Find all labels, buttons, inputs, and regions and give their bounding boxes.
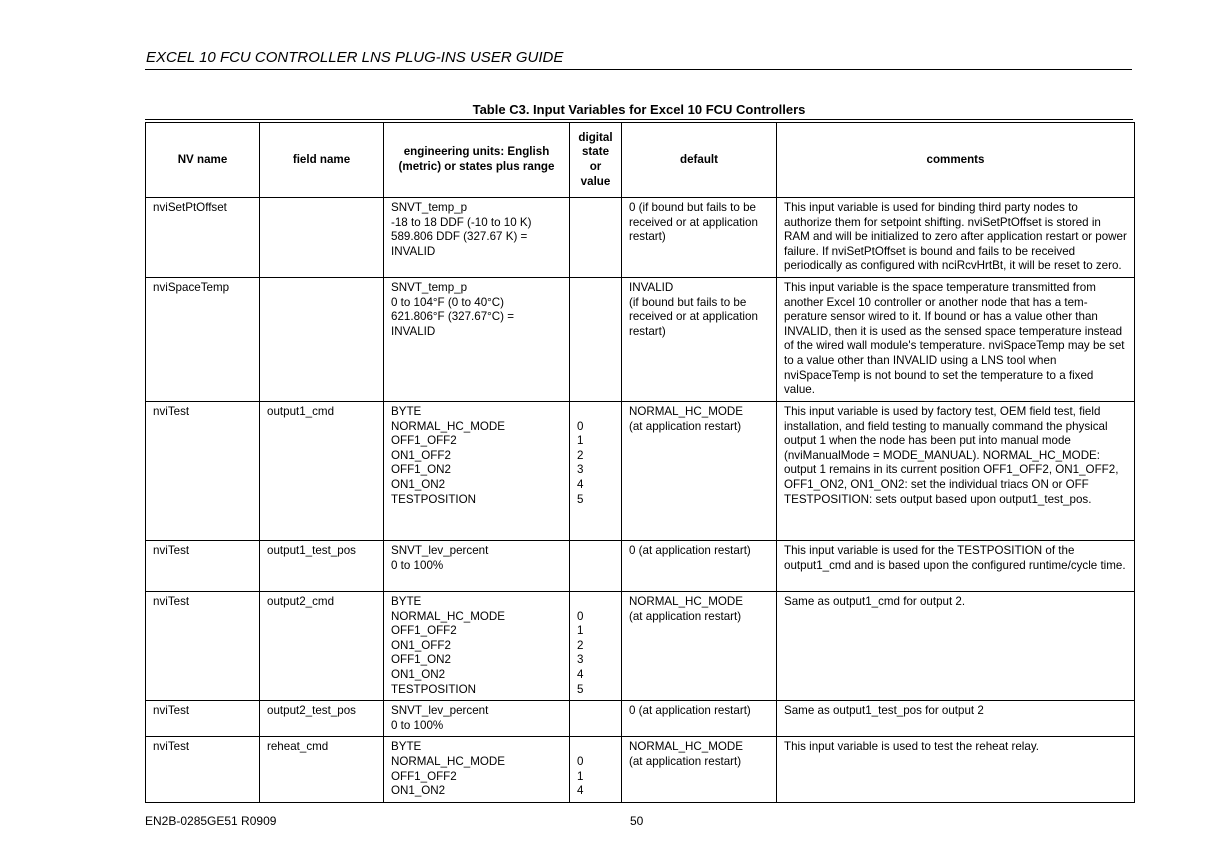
comments-cell: Same as output1_test_pos for output 2: [777, 701, 1135, 737]
table-row: [146, 402, 1135, 541]
engineering-units-cell-line: NORMAL_HC_MODE: [391, 609, 506, 623]
engineering-units-cell: [384, 737, 570, 803]
field-name-cell: [260, 278, 384, 402]
digital-state-cell-line: 4: [577, 477, 584, 491]
engineering-units-cell: [384, 701, 570, 737]
engineering-units-cell-line: 589.806 DDF (327.67 K) =: [391, 230, 528, 244]
digital-state-cell-line: 3: [577, 463, 584, 477]
digital-state-cell-line: 4: [577, 784, 584, 798]
engineering-units-cell-line: NORMAL_HC_MODE: [391, 419, 506, 433]
field-name-cell: output2_cmd: [260, 592, 384, 701]
field-name-cell: output1_cmd: [260, 402, 384, 541]
engineering-units-cell-line: OFF1_OFF2: [391, 769, 457, 783]
nv-name-cell: nviTest: [146, 541, 260, 592]
comments-cell: This input variable is used for binding third party nodes to authorize them for setpoint shifting. nviSetPtOffset is stored in RAM and will be initialized to zero after application restart or power failure. If nviSetPtOffset is bound and fails to be received periodically as configured with nciRcvHrtBt, it will be reset to zero.: [777, 198, 1135, 278]
digital-state-cell-line: 5: [577, 492, 584, 506]
table-row: [146, 198, 1135, 278]
digital-state-cell-line: 3: [577, 653, 584, 667]
digital-state-cell: [570, 402, 622, 541]
column-header-field-name: field name: [260, 123, 384, 198]
default-cell-line: received or at application: [629, 310, 758, 324]
column-header-nv-name: NV name: [146, 123, 260, 198]
default-cell-line: (at application restart): [629, 609, 742, 623]
comments-cell: This input variable is used for the TESTPOSITION of the output1_cmd and is based upon the configured runtime/cycle time.: [777, 541, 1135, 592]
nv-name-cell: nviTest: [146, 737, 260, 803]
table-row: [146, 701, 1135, 737]
digital-state-cell-line: 2: [577, 448, 584, 462]
default-cell-line: restart): [629, 230, 666, 244]
engineering-units-cell-line: 0 to 100%: [391, 558, 444, 572]
field-name-cell: [260, 198, 384, 278]
digital-state-cell: [570, 592, 622, 701]
nv-name-cell: nviTest: [146, 592, 260, 701]
digital-state-cell-line: [577, 740, 614, 755]
engineering-units-cell-line: 0 to 104°F (0 to 40°C): [391, 295, 505, 309]
default-cell-line: (if bound but fails to be: [629, 295, 747, 309]
digital-state-cell-line: 2: [577, 638, 584, 652]
column-header-comments: comments: [777, 123, 1135, 198]
default-cell-line: 0 (at application restart): [629, 544, 751, 557]
default-cell-line: 0 (at application restart): [629, 704, 751, 718]
table-top-rule: [145, 119, 1133, 120]
default-cell-line: (at application restart): [629, 754, 742, 768]
engineering-units-cell-line: NORMAL_HC_MODE: [391, 754, 506, 768]
engineering-units-cell-line: BYTE: [391, 595, 422, 608]
engineering-units-cell-line: OFF1_ON2: [391, 653, 451, 667]
digital-state-cell-line: 1: [577, 624, 584, 638]
engineering-units-cell-line: ON1_OFF2: [391, 448, 451, 462]
default-cell: [622, 402, 777, 541]
engineering-units-cell-line: ON1_ON2: [391, 784, 446, 798]
engineering-units-cell-line: BYTE: [391, 405, 422, 418]
default-cell-line: 0 (if bound but fails to be: [629, 201, 756, 214]
nv-name-cell: nviSpaceTemp: [146, 278, 260, 402]
comments-cell: This input variable is used by factory test, OEM field test, field installation, and field testing to manually command the physical output 1 when the node has been put into manual mode (nviManualMode = MODE_MANUAL). NORMAL_HC_MODE: output 1 remains in its current position OFF1_OFF2, ON1_OFF2, OFF1_ON2, ON1_ON2: set the individual triacs ON or OFF TESTPOSITION: sets output based upon output1_test_pos.: [777, 402, 1135, 541]
nv-name-cell: nviTest: [146, 701, 260, 737]
footer-page-number: 50: [630, 814, 644, 828]
default-cell-line: NORMAL_HC_MODE: [629, 740, 744, 754]
engineering-units-cell: [384, 402, 570, 541]
digital-state-cell-line: [577, 405, 614, 420]
digital-state-cell: [570, 701, 622, 737]
digital-state-cell: [570, 278, 622, 402]
table-row: [146, 737, 1135, 803]
digital-state-cell-line: 4: [577, 667, 584, 681]
engineering-units-cell-line: -18 to 18 DDF (-10 to 10 K): [391, 215, 532, 229]
engineering-units-cell-line: ON1_ON2: [391, 667, 446, 681]
table-row: [146, 592, 1135, 701]
field-name-cell: output2_test_pos: [260, 701, 384, 737]
default-cell-line: (at application restart): [629, 419, 742, 433]
digital-state-cell-line: 0: [577, 419, 584, 433]
engineering-units-cell-line: ON1_ON2: [391, 477, 446, 491]
comments-cell: This input variable is used to test the reheat relay.: [777, 737, 1135, 803]
engineering-units-cell-line: OFF1_ON2: [391, 463, 451, 477]
engineering-units-cell-line: SNVT_temp_p: [391, 281, 468, 294]
engineering-units-cell-line: SNVT_lev_percent: [391, 704, 489, 718]
digital-state-cell-line: 0: [577, 609, 584, 623]
engineering-units-cell-line: TESTPOSITION: [391, 682, 477, 696]
footer-document-code: EN2B-0285GE51 R0909: [145, 814, 277, 828]
engineering-units-cell-line: BYTE: [391, 740, 422, 754]
default-cell-line: restart): [629, 324, 666, 338]
default-cell-line: received or at application: [629, 215, 758, 229]
digital-state-cell: [570, 198, 622, 278]
table-row: [146, 278, 1135, 402]
engineering-units-cell-line: OFF1_OFF2: [391, 434, 457, 448]
default-cell: [622, 737, 777, 803]
default-cell-line: NORMAL_HC_MODE: [629, 405, 744, 418]
table-row: [146, 541, 1135, 592]
field-name-cell: output1_test_pos: [260, 541, 384, 592]
default-cell-line: NORMAL_HC_MODE: [629, 595, 744, 608]
engineering-units-cell-line: 621.806°F (327.67°C) =: [391, 310, 515, 324]
engineering-units-cell: [384, 541, 570, 592]
column-header-default: default: [622, 123, 777, 198]
nv-name-cell: nviSetPtOffset: [146, 198, 260, 278]
table-header-row: [146, 123, 1135, 198]
comments-cell: Same as output1_cmd for output 2.: [777, 592, 1135, 701]
engineering-units-cell: [384, 592, 570, 701]
default-cell: [622, 701, 777, 737]
digital-state-cell: [570, 541, 622, 592]
column-header-engineering-units: engineering units: English (metric) or states plus range: [384, 123, 570, 198]
engineering-units-cell-line: INVALID: [391, 324, 436, 338]
input-variables-table: [145, 122, 1135, 803]
digital-state-cell-line: [577, 595, 614, 610]
engineering-units-cell: [384, 278, 570, 402]
table-caption: Table C3. Input Variables for Excel 10 FCU Controllers: [472, 102, 806, 117]
comments-cell: This input variable is the space temperature transmitted from another Excel 10 controller or another node that has a tem-perature sensor wired to it. If bound or has a value other than INVALID, then it is used as the sensed space temperature instead of the wired wall module's temperature. nviSpaceTemp may be set to a value other than INVALID using a LNS tool when nviSpaceTemp is not bound to set the temperature to a fixed value.: [777, 278, 1135, 402]
digital-state-cell-line: 1: [577, 434, 584, 448]
running-header-title: EXCEL 10 FCU CONTROLLER LNS PLUG-INS USER GUIDE: [146, 49, 564, 66]
digital-state-cell-line: 1: [577, 769, 584, 783]
digital-state-cell-line: 0: [577, 754, 584, 768]
engineering-units-cell-line: OFF1_OFF2: [391, 624, 457, 638]
default-cell: [622, 278, 777, 402]
digital-state-cell-line: 5: [577, 682, 584, 696]
nv-name-cell: nviTest: [146, 402, 260, 541]
field-name-cell: reheat_cmd: [260, 737, 384, 803]
default-cell: [622, 198, 777, 278]
engineering-units-cell-line: ON1_OFF2: [391, 638, 451, 652]
engineering-units-cell-line: SNVT_temp_p: [391, 201, 468, 214]
default-cell-line: INVALID: [629, 281, 674, 294]
engineering-units-cell-line: 0 to 100%: [391, 718, 444, 732]
default-cell: [622, 541, 777, 592]
engineering-units-cell: [384, 198, 570, 278]
default-cell: [622, 592, 777, 701]
column-header-digital-state: digital state or value: [570, 123, 622, 198]
header-rule: [145, 69, 1132, 70]
engineering-units-cell-line: TESTPOSITION: [391, 492, 477, 506]
engineering-units-cell-line: INVALID: [391, 244, 436, 258]
engineering-units-cell-line: SNVT_lev_percent: [391, 544, 489, 557]
digital-state-cell: [570, 737, 622, 803]
